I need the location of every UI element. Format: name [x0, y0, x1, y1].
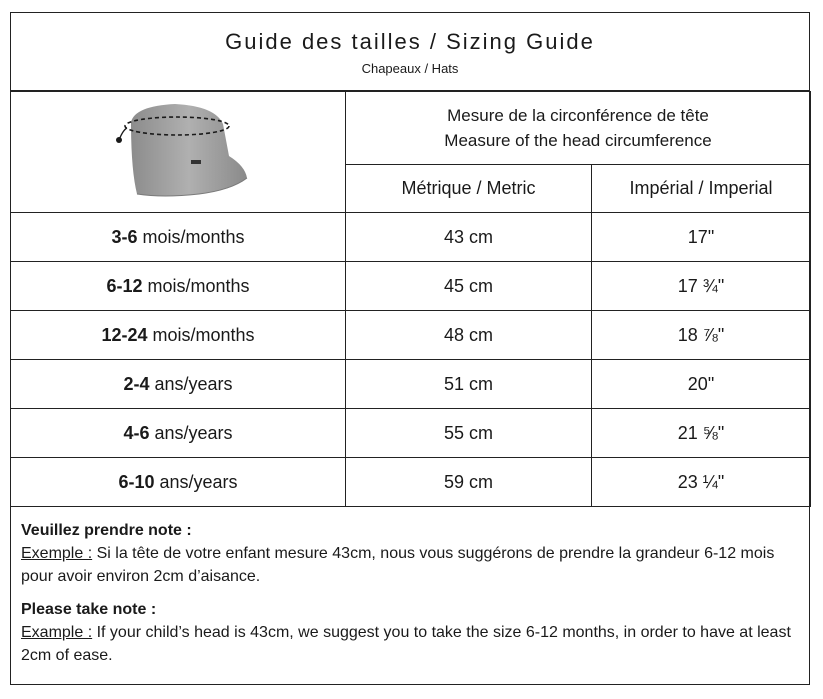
imperial-cell: 23 ¼" — [592, 458, 811, 507]
size-cell — [11, 213, 346, 262]
sizing-guide-sheet — [10, 12, 810, 685]
size-range: 4-6 — [123, 422, 150, 443]
note-body-en — [21, 621, 799, 667]
table-row — [11, 409, 811, 458]
size-range: 3-6 — [111, 226, 138, 247]
example-text-en: If your child’s head is 43cm, we suggest you to take the size 6-12 months, in order to have at least 2cm of ease. — [21, 624, 791, 664]
size-range: 6-12 — [106, 275, 143, 296]
imperial-cell: 17" — [592, 213, 811, 262]
table-row — [11, 458, 811, 507]
header-row-measure — [11, 92, 811, 165]
hat-image-cell — [11, 92, 346, 213]
table-row — [11, 213, 811, 262]
measure-header-fr: Mesure de la circonférence de tête — [447, 106, 709, 125]
size-range: 6-10 — [118, 471, 155, 492]
metric-cell: 45 cm — [346, 262, 592, 311]
imperial-cell: 17 ¾" — [592, 262, 811, 311]
measure-header-en: Measure of the head circumference — [444, 131, 712, 150]
metric-cell: 43 cm — [346, 213, 592, 262]
size-table — [10, 91, 811, 507]
size-cell — [11, 458, 346, 507]
measure-header-cell — [346, 92, 811, 165]
page-subtitle: Chapeaux / Hats — [361, 61, 459, 76]
note-heading-fr: Veuillez prendre note : — [21, 522, 192, 539]
metric-cell: 48 cm — [346, 311, 592, 360]
page-title: Guide des tailles / Sizing Guide — [225, 29, 595, 54]
size-cell — [11, 409, 346, 458]
metric-cell: 55 cm — [346, 409, 592, 458]
title-box — [11, 13, 809, 91]
metric-header: Métrique / Metric — [346, 165, 592, 213]
example-text-fr: Si la tête de votre enfant mesure 43cm, nous vous suggérons de prendre la grandeur 6-12 mois pour avoir environ 2cm d’aisance. — [21, 545, 775, 585]
size-cell — [11, 262, 346, 311]
size-cell — [11, 311, 346, 360]
imperial-cell: 18 ⅞" — [592, 311, 811, 360]
imperial-cell: 20" — [592, 360, 811, 409]
size-unit: mois/months — [142, 275, 250, 296]
size-range: 2-4 — [123, 373, 150, 394]
example-label-en: Example : — [21, 624, 93, 641]
size-cell — [11, 360, 346, 409]
example-label-fr: Exemple : — [21, 545, 93, 562]
imperial-header: Impérial / Imperial — [592, 165, 811, 213]
note-heading-en: Please take note : — [21, 601, 157, 618]
size-unit: mois/months — [147, 324, 255, 345]
table-row — [11, 262, 811, 311]
note-body-fr — [21, 542, 799, 588]
table-row — [11, 311, 811, 360]
imperial-cell: 21 ⅝" — [592, 409, 811, 458]
bucket-hat-icon — [103, 100, 253, 200]
size-unit: ans/years — [149, 373, 233, 394]
size-range: 12-24 — [101, 324, 148, 345]
size-unit: ans/years — [149, 422, 233, 443]
size-unit: ans/years — [154, 471, 238, 492]
table-row — [11, 360, 811, 409]
notes-section — [11, 507, 809, 667]
metric-cell: 59 cm — [346, 458, 592, 507]
metric-cell: 51 cm — [346, 360, 592, 409]
size-unit: mois/months — [137, 226, 245, 247]
